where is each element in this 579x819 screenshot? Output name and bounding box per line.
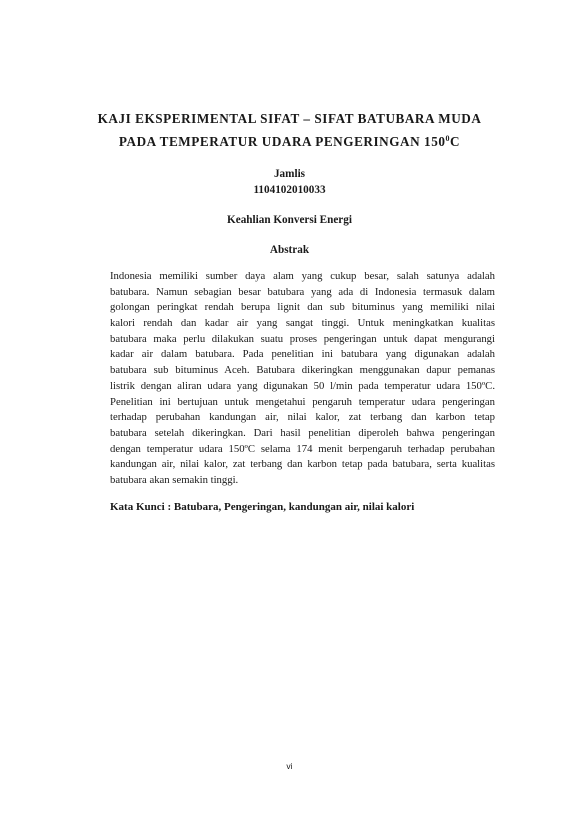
abstract-line: dengan temperatur udara 150ºC selama 174 menit berpengaruh terhadap perubahan <box>110 442 495 455</box>
title-line-2 <box>60 134 519 150</box>
keywords: Kata Kunci : Batubara, Pengeringan, kandungan air, nilai kalori <box>110 501 415 513</box>
student-id: 1104102010033 <box>253 184 326 196</box>
abstract-line: Penelitian ini bertujuan untuk mengetahui pengaruh temperatur udara pengeringan <box>110 395 495 408</box>
abstract-line: kandungan air, nilai kalor, zat terbang dan karbon tetap pada batubara, serta kualitas <box>110 458 495 471</box>
title-line-2-text: PADA TEMPERATUR UDARA PENGERINGAN 150 <box>118 134 446 149</box>
abstract-line: Indonesia memiliki sumber daya alam yang cukup besar, salah satunya adalah <box>110 270 495 282</box>
abstract-line: kalori rendah dan kadar air yang sangat tinggi. Untuk meningkatkan kualitas <box>110 317 495 330</box>
abstract-line: kadar air dalam batubara. Pada penelitian ini batubara yang digunakan adalah <box>110 348 495 361</box>
abstract-line: batubara maka perlu dilakukan suatu proses pengeringan untuk dapat mengurangi <box>110 332 495 345</box>
title-degree-superscript: 0 <box>445 134 451 143</box>
abstract-line: batubara setelah dikeringkan. Dari hasil penelitian diperoleh bahwa pengeringan <box>110 426 495 439</box>
author-name: Jamlis <box>273 168 306 180</box>
abstract-line: golongan peringkat rendah berupa lignit dan sub bituminus yang memiliki nilai <box>110 301 495 314</box>
title-line-1: KAJI EKSPERIMENTAL SIFAT – SIFAT BATUBARA MUDA <box>97 111 482 126</box>
abstract-line: batubara. Namun sebagian besar batubara yang ada di Indonesia termasuk dalam <box>110 285 495 298</box>
abstract-line: listrik dengan aliran udara yang digunakan 50 l/min pada temperatur udara 150ºC. <box>110 379 495 392</box>
title-unit: C <box>450 134 461 149</box>
page-number: vi <box>286 761 293 771</box>
department: Keahlian Konversi Energi <box>227 214 352 226</box>
abstract-line: terhadap perubahan kandungan air, nilai kalor, zat terbang dan karbon tetap <box>110 411 495 424</box>
abstract-body <box>110 269 495 489</box>
abstract-line: batubara sub bituminus Aceh. Batubara dikeringkan menggunakan dapur pemanas <box>110 364 495 377</box>
abstract-line: batubara akan semakin tinggi. <box>110 473 239 486</box>
abstract-heading: Abstrak <box>269 244 310 256</box>
